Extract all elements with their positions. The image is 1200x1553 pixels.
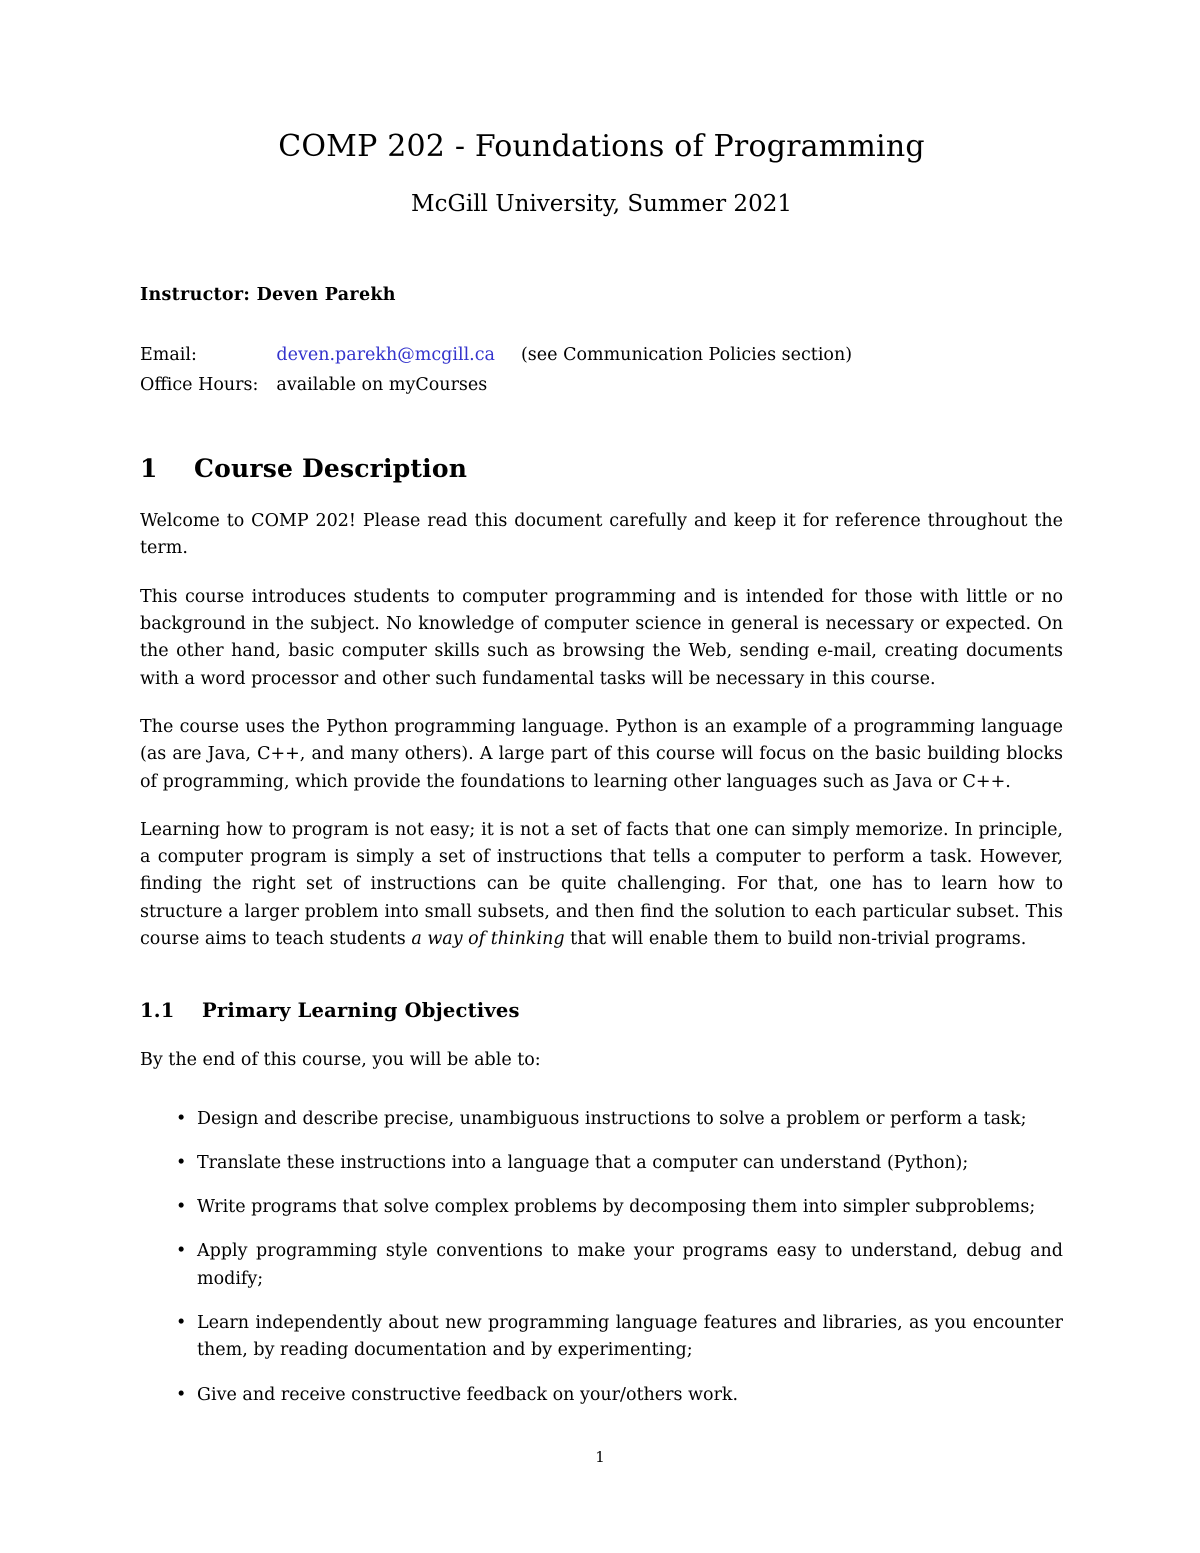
email-note: (see Communication Policies section) <box>520 345 853 366</box>
document-title: COMP 202 - Foundations of Programming <box>278 129 925 164</box>
list-item <box>140 1133 1063 1177</box>
list-item-text: Translate these instructions into a language that a computer can understand (Python); <box>197 1152 969 1173</box>
section-heading-course-description <box>140 402 1063 483</box>
paragraph-learning-to-program <box>140 796 1063 953</box>
list-item <box>140 1221 1063 1293</box>
office-hours-value: available on myCourses <box>276 374 488 395</box>
bullet-icon: • <box>176 1108 187 1129</box>
subsection-heading-learning-objectives <box>140 953 1063 1022</box>
bullet-icon: • <box>176 1241 187 1262</box>
email-label: Email: <box>140 345 197 366</box>
subsection-number: 1.1 <box>140 999 175 1023</box>
document-subtitle: McGill University, Summer 2021 <box>411 190 792 217</box>
bullet-icon: • <box>176 1197 187 1218</box>
table-row <box>140 373 852 402</box>
instructor-contact-table <box>140 343 852 402</box>
page-content <box>140 0 1063 1409</box>
office-hours-note <box>521 373 852 402</box>
table-row <box>140 343 852 372</box>
section-title: Course Description <box>194 454 468 484</box>
list-item-text: Write programs that solve complex problems by decomposing them into simpler subproblems; <box>197 1197 1036 1218</box>
instructor-heading: Instructor: Deven Parekh <box>140 285 396 306</box>
page-number: 1 <box>595 1448 605 1466</box>
paragraph-objectives-intro: By the end of this course, you will be able to: <box>140 1050 541 1071</box>
list-item <box>140 1293 1063 1365</box>
list-item-text: Design and describe precise, unambiguous instructions to solve a problem or perform a task; <box>197 1108 1027 1129</box>
paragraph-introduction: This course introduces students to computer programming and is intended for those with little or no background in the subject. No knowledge of computer science in general is necessary or expected. On the other hand, basic computer skills such as browsing the Web, sending e-mail, creating documents with a word processor and other such fundamental tasks will be necessary in this course. <box>140 586 1063 689</box>
list-item-text: Apply programming style conventions to make your programs easy to understand, debug and modify; <box>197 1241 1063 1289</box>
list-item <box>140 1089 1063 1133</box>
section-number: 1 <box>140 454 158 484</box>
bullet-icon: • <box>176 1313 187 1334</box>
learning-objectives-list <box>140 1075 1063 1409</box>
email-value-cell <box>276 343 521 372</box>
list-item-text: Learn independently about new programming language features and libraries, as you encounter them, by reading documentation and by experimenting; <box>197 1313 1063 1361</box>
list-item <box>140 1177 1063 1221</box>
emphasis-way-of-thinking: a way of thinking <box>411 929 565 949</box>
office-hours-label: Office Hours: <box>140 374 259 395</box>
bullet-icon: • <box>176 1152 187 1173</box>
email-link[interactable]: deven.parekh@mcgill.ca <box>276 345 495 366</box>
list-item-text: Give and receive constructive feedback on your/others work. <box>197 1384 739 1405</box>
bullet-icon: • <box>176 1384 187 1405</box>
paragraph-text-before-emphasis: Learning how to program is not easy; it is not a set of facts that one can simply memorize. In principle, a computer program is simply a set of instructions that tells a computer to perform a task. However, finding the right set of instructions can be quite challenging. For that, one has to learn how to structure a larger problem into small subsets, and then find the solution to each particular subset. This course aims to teach students <box>140 819 1063 949</box>
subsection-title: Primary Learning Objectives <box>202 999 520 1023</box>
paragraph-text-after-emphasis: that will enable them to build non-trivial programs. <box>564 929 1027 949</box>
list-item <box>140 1365 1063 1409</box>
paragraph-welcome: Welcome to COMP 202! Please read this document carefully and keep it for reference throughout the term. <box>140 511 1063 559</box>
paragraph-python: The course uses the Python programming language. Python is an example of a programming language (as are Java, C++, and many others). A large part of this course will focus on the basic building blocks of programming, which provide the foundations to learning other languages such as Java or C++. <box>140 716 1063 792</box>
